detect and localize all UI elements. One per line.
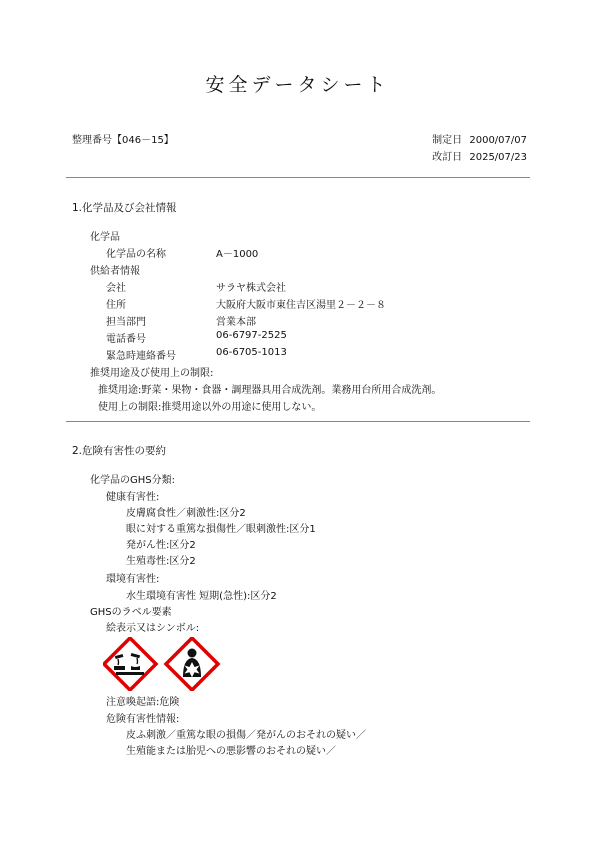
address-value: 大阪府大阪市東住吉区湯里２－２－８ <box>216 300 386 311</box>
health-hazard-item: 眼に対する重篤な損傷性／眼刺激性:区分1 <box>126 524 316 535</box>
health-hazard-item: 皮膚腐食性／刺激性:区分2 <box>126 508 246 519</box>
hazard-statement: 生殖能または胎児への悪影響のおそれの疑い／ <box>126 746 336 757</box>
company-label: 会社 <box>106 283 126 294</box>
hazard-statement-heading: 危険有害性情報: <box>106 714 180 725</box>
revised-date-label: 改訂日 <box>432 152 463 163</box>
reference-number: 整理番号【046－15】 <box>72 135 174 146</box>
established-date-row <box>432 131 527 148</box>
phone-value: 06-6797-2525 <box>216 330 287 341</box>
health-hazard-icon <box>166 638 218 690</box>
revised-date-value: 2025/07/23 <box>469 152 527 163</box>
section-2-heading: 2.危険有害性の要約 <box>72 445 167 457</box>
use-heading: 推奨用途及び使用上の制限: <box>90 368 214 379</box>
pictogram-heading: 絵表示又はシンボル: <box>106 623 200 634</box>
ghs-label-heading: GHSのラベル要素 <box>90 607 172 618</box>
divider <box>66 421 530 422</box>
revised-date-row <box>432 148 527 165</box>
hazard-statement: 皮ふ刺激／重篤な眼の損傷／発がんのおそれの疑い／ <box>126 730 366 741</box>
health-hazard-item: 生殖毒性:区分2 <box>126 556 196 567</box>
emergency-phone-value: 06-6705-1013 <box>216 347 287 358</box>
document-title: 安全データシート <box>205 74 390 96</box>
date-block <box>432 131 527 165</box>
phone-label: 電話番号 <box>106 334 146 345</box>
section-1-heading: 1.化学品及び会社情報 <box>72 202 177 214</box>
divider <box>66 177 530 178</box>
ghs-classification-heading: 化学品のGHS分類: <box>90 475 175 486</box>
product-heading: 化学品 <box>90 232 120 243</box>
emergency-phone-label: 緊急時連絡番号 <box>106 351 176 362</box>
health-hazard-item: 発がん性:区分2 <box>126 540 196 551</box>
corrosion-icon <box>104 638 156 690</box>
environmental-hazard-heading: 環境有害性: <box>106 574 160 585</box>
use-restriction: 使用上の制限:推奨用途以外の用途に使用しない。 <box>98 402 322 413</box>
recommended-use: 推奨用途:野菜・果物・食器・調理器具用合成洗剤。業務用台所用合成洗剤。 <box>98 385 442 396</box>
supplier-heading: 供給者情報 <box>90 266 140 277</box>
pictograms <box>103 637 223 691</box>
address-label: 住所 <box>106 300 126 311</box>
department-label: 担当部門 <box>106 317 146 328</box>
company-value: サラヤ株式会社 <box>216 283 286 294</box>
product-name-label: 化学品の名称 <box>106 249 166 260</box>
pictogram-svg <box>103 637 223 691</box>
environmental-hazard-item: 水生環境有害性 短期(急性):区分2 <box>126 591 277 602</box>
established-date-label: 制定日 <box>432 135 463 146</box>
product-name-value: A－1000 <box>216 249 259 260</box>
signal-word: 注意喚起語:危険 <box>106 697 180 708</box>
health-hazard-heading: 健康有害性: <box>106 492 160 503</box>
established-date-value: 2000/07/07 <box>469 135 527 146</box>
department-value: 営業本部 <box>216 317 256 328</box>
